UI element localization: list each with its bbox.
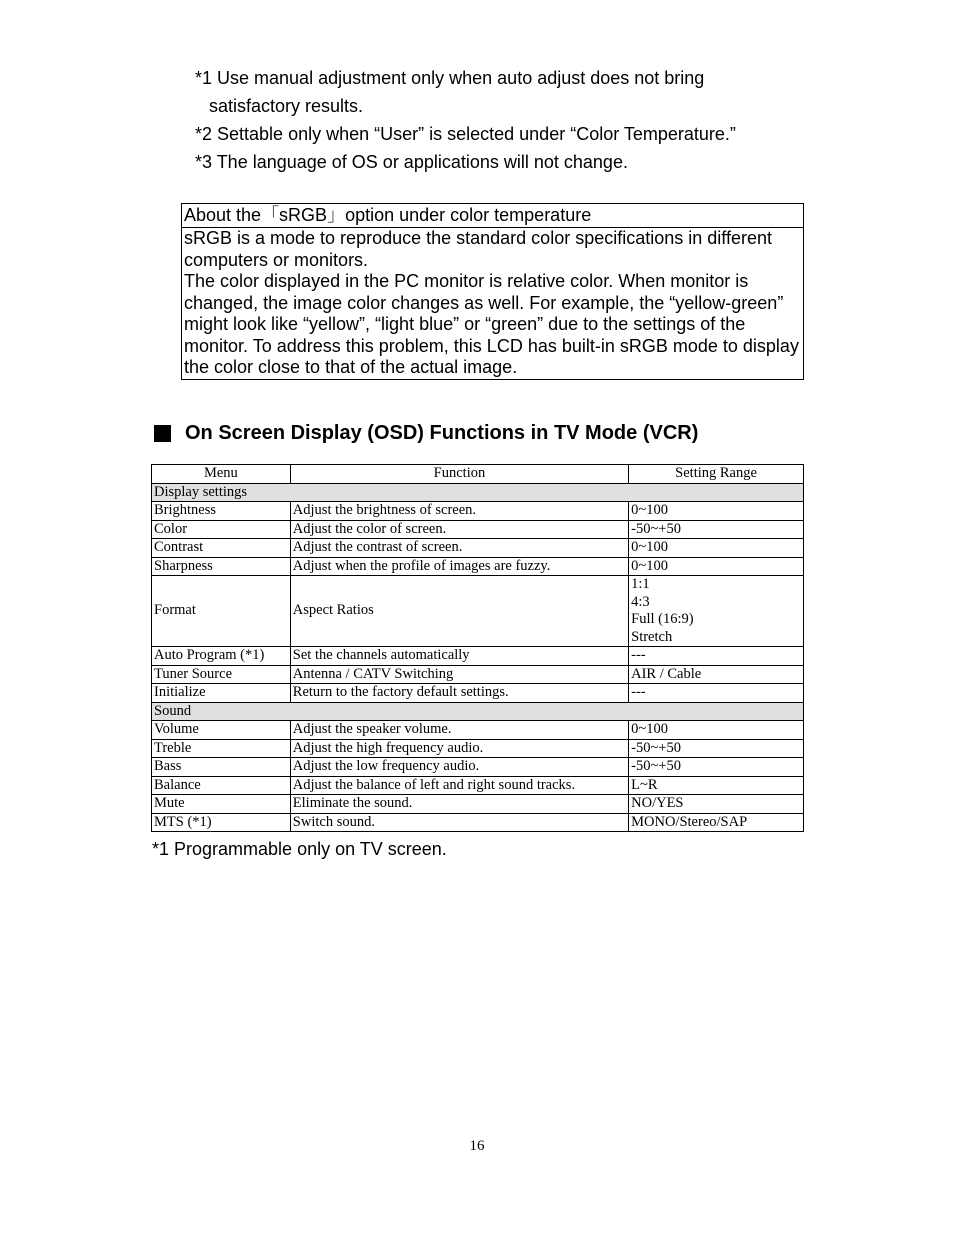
range-cell: 0~100	[629, 502, 804, 521]
range-cell	[629, 576, 804, 647]
menu-cell: Color	[152, 520, 291, 539]
range-option: 4:3	[631, 593, 650, 610]
srgb-paragraph-2: The color displayed in the PC monitor is relative color. When monitor is changed, the image color changes as well. For example, the “yellow-green” might look like “yellow”, “light blue” or “green” due to the settings of the monitor. To address this problem, this LCD has built-in sRGB mode to display the color close to that of the actual image.	[184, 271, 799, 377]
function-cell: Adjust the high frequency audio.	[290, 739, 628, 758]
function-cell: Adjust the balance of left and right sound tracks.	[290, 776, 628, 795]
srgb-info-box	[181, 203, 804, 380]
range-cell: ---	[629, 684, 804, 703]
range-cell: 0~100	[629, 557, 804, 576]
table-row	[152, 576, 804, 647]
table-row	[152, 684, 804, 703]
function-cell: Adjust the brightness of screen.	[290, 502, 628, 521]
table-header-row	[152, 465, 804, 484]
range-cell: -50~+50	[629, 758, 804, 777]
range-cell: NO/YES	[629, 795, 804, 814]
menu-cell: Treble	[152, 739, 291, 758]
note-1: *1 Use manual adjustment only when auto adjust does not bring	[195, 68, 705, 88]
range-cell: MONO/Stereo/SAP	[629, 813, 804, 832]
range-cell: 0~100	[629, 721, 804, 740]
table-row	[152, 520, 804, 539]
table-row	[152, 665, 804, 684]
header-menu: Menu	[152, 465, 291, 484]
range-cell: -50~+50	[629, 739, 804, 758]
table-row	[152, 739, 804, 758]
menu-cell: Sharpness	[152, 557, 291, 576]
menu-cell: Volume	[152, 721, 291, 740]
page-number: 16	[469, 1138, 485, 1154]
function-cell: Eliminate the sound.	[290, 795, 628, 814]
function-cell: Adjust the low frequency audio.	[290, 758, 628, 777]
function-cell: Return to the factory default settings.	[290, 684, 628, 703]
function-cell: Switch sound.	[290, 813, 628, 832]
menu-cell: Tuner Source	[152, 665, 291, 684]
range-option: Stretch	[631, 628, 673, 645]
range-cell: -50~+50	[629, 520, 804, 539]
range-cell: AIR / Cable	[629, 665, 804, 684]
menu-cell: Auto Program (*1)	[152, 647, 291, 666]
range-cell: 0~100	[629, 539, 804, 558]
table-row	[152, 776, 804, 795]
section-label: Display settings	[152, 483, 804, 502]
header-setting-range: Setting Range	[629, 465, 804, 484]
section-heading	[154, 422, 698, 445]
black-square-icon	[154, 425, 171, 442]
range-cell: L~R	[629, 776, 804, 795]
menu-cell: Balance	[152, 776, 291, 795]
note-1-continued: satisfactory results.	[209, 96, 364, 116]
range-option: 1:1	[631, 576, 650, 592]
section-label: Sound	[152, 702, 804, 721]
function-cell: Adjust the speaker volume.	[290, 721, 628, 740]
table-row	[152, 813, 804, 832]
table-row	[152, 795, 804, 814]
function-cell: Adjust the contrast of screen.	[290, 539, 628, 558]
menu-cell: MTS (*1)	[152, 813, 291, 832]
range-cell: ---	[629, 647, 804, 666]
menu-cell: Bass	[152, 758, 291, 777]
srgb-box-title: About the「sRGB」option under color temperature	[182, 204, 803, 228]
note-2: *2 Settable only when “User” is selected under “Color Temperature.”	[195, 124, 736, 144]
function-cell: Antenna / CATV Switching	[290, 665, 628, 684]
srgb-paragraph-1: sRGB is a mode to reproduce the standard color specifications in different computers or monitors.	[184, 228, 772, 270]
function-cell: Set the channels automatically	[290, 647, 628, 666]
range-option: Full (16:9)	[631, 611, 694, 627]
menu-cell: Format	[152, 576, 291, 647]
footnotes-block	[195, 64, 835, 176]
table-row	[152, 758, 804, 777]
osd-functions-table	[151, 464, 804, 832]
menu-cell: Mute	[152, 795, 291, 814]
menu-cell: Brightness	[152, 502, 291, 521]
table-row	[152, 557, 804, 576]
function-cell: Adjust when the profile of images are fuzzy.	[290, 557, 628, 576]
srgb-box-body	[182, 228, 803, 379]
function-cell: Aspect Ratios	[290, 576, 628, 647]
note-3: *3 The language of OS or applications will not change.	[195, 152, 628, 172]
section-row-sound	[152, 702, 804, 721]
menu-cell: Contrast	[152, 539, 291, 558]
header-function: Function	[290, 465, 628, 484]
table-row	[152, 647, 804, 666]
function-cell: Adjust the color of screen.	[290, 520, 628, 539]
table-row	[152, 721, 804, 740]
section-heading-text: On Screen Display (OSD) Functions in TV Mode (VCR)	[185, 422, 699, 444]
table-row	[152, 539, 804, 558]
menu-cell: Initialize	[152, 684, 291, 703]
section-row-display-settings	[152, 483, 804, 502]
table-row	[152, 502, 804, 521]
table-footnote: *1 Programmable only on TV screen.	[152, 839, 447, 859]
